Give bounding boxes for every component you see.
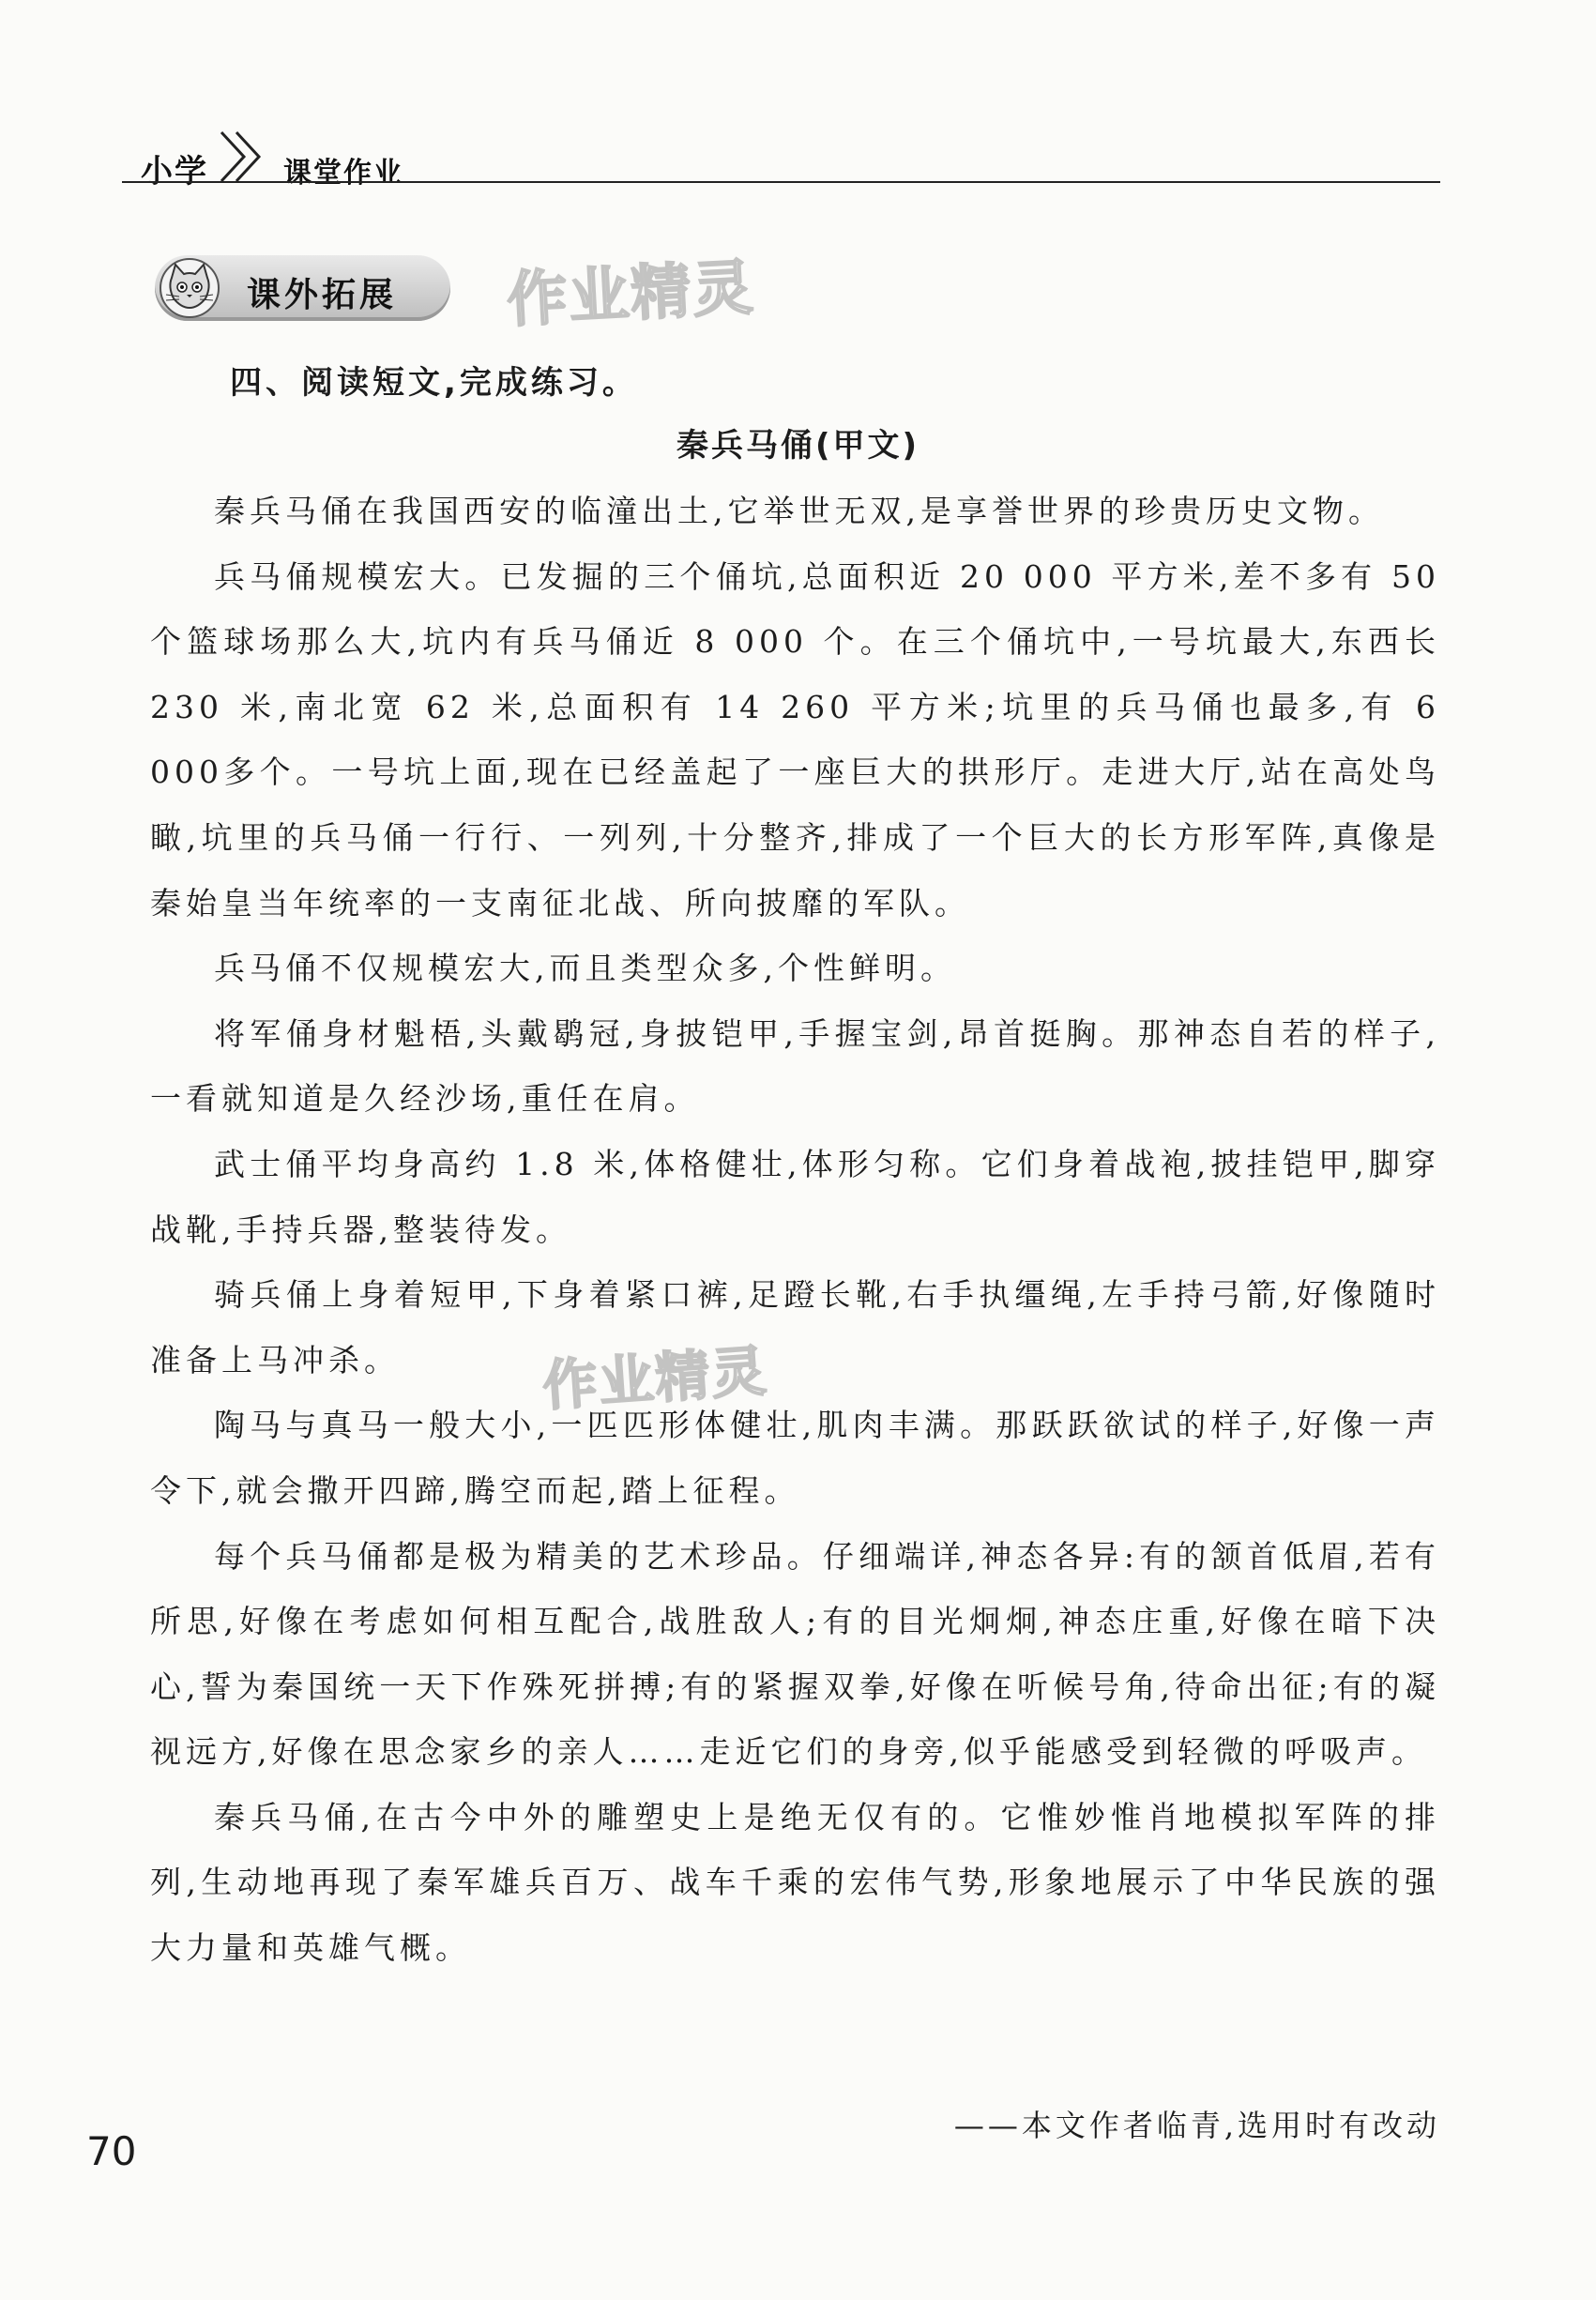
article-source: ——本文作者临青,选用时有改动: [953, 2108, 1440, 2143]
section-banner: [155, 255, 450, 321]
section-label: 课外拓展: [247, 276, 398, 314]
paragraph: 将军俑身材魁梧,头戴鹖冠,身披铠甲,手握宝剑,昂首挺胸。那神态自若的样子,一看就知道是久经沙场,重任在肩。: [150, 1014, 1440, 1118]
paragraph: 武士俑平均身高约 1.8 米,体格健壮,体形匀称。它们身着战袍,披挂铠甲,脚穿战靴,手持兵器,整装待发。: [150, 1145, 1440, 1248]
paragraph: 骑兵俑上身着短甲,下身着紧口裤,足蹬长靴,右手执缰绳,左手持弓箭,好像随时准备上马冲杀。: [150, 1276, 1440, 1378]
page-number: 70: [86, 2128, 137, 2174]
paragraph: 秦兵马俑,在古今中外的雕塑史上是绝无仅有的。它惟妙惟肖地模拟军阵的排列,生动地再现了秦军雄兵百万、战车千乘的宏伟气势,形象地展示了中华民族的强大力量和英雄气概。: [150, 1798, 1440, 1967]
paragraph: 兵马俑不仅规模宏大,而且类型众多,个性鲜明。: [214, 950, 956, 987]
paragraph: 陶马与真马一般大小,一匹匹形体健壮,肌肉丰满。那跃跃欲试的样子,好像一声令下,就会撒开四蹄,腾空而起,踏上征程。: [150, 1407, 1440, 1509]
article-title: 秦兵马俑(甲文): [676, 427, 920, 465]
article-body: [150, 479, 1440, 1981]
cat-face-icon: [159, 257, 220, 319]
paragraph: 兵马俑规模宏大。已发掘的三个俑坑,总面积近 20 000 平方米,差不多有 50 个篮球场那么大,坑内有兵马俑近 8 000 个。在三个俑坑中,一号坑最大,东西长 230 米,南北宽 62 米,总面积有 14 260 平方米;坑里的兵马俑也最多,有 6 000多个。一号坑上面,现在已经盖起了一座巨大的拱形厅。走进大厅,站在高处鸟瞰,坑里的兵马俑一行行、一列列,十分整齐,排成了一个巨大的长方形军阵,真像是秦始皇当年统率的一支南征北战、所向披靡的军队。: [150, 557, 1440, 922]
series-subtitle: 课堂作业: [283, 157, 403, 190]
page-header: [122, 127, 1440, 190]
series-label: 小学: [141, 153, 208, 190]
question-title: 四、阅读短文,完成练习。: [230, 364, 638, 402]
watermark: 作业精灵: [505, 253, 757, 336]
watermark: 作业精灵: [540, 1338, 770, 1419]
double-chevron-icon: [216, 127, 281, 187]
paragraph: 每个兵马俑都是极为精美的艺术珍品。仔细端详,神态各异:有的颔首低眉,若有所思,好像在考虑如何相互配合,战胜敌人;有的目光炯炯,神态庄重,好像在暗下决心,誓为秦国统一天下作殊死拼搏;有的紧握双拳,好像在听候号角,待命出征;有的凝视远方,好像在思念家乡的亲人……走近它们的身旁,似乎能感受到轻微的呼吸声。: [150, 1537, 1440, 1771]
paragraph: 秦兵马俑在我国西安的临潼出土,它举世无双,是享誉世界的珍贵历史文物。: [214, 493, 1384, 529]
header-rule: [122, 181, 1440, 183]
